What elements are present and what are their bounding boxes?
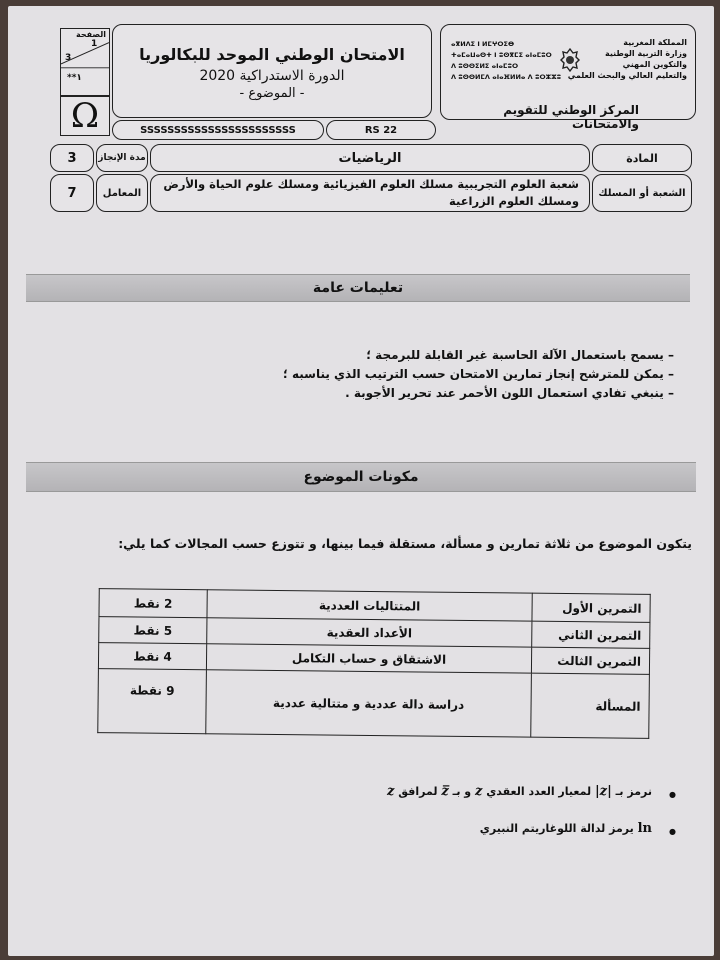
domain-cell: المتتاليات العددية [207, 590, 532, 621]
ministry-arabic: المملكة المغربية وزارة التربية الوطنية والتكوين المهني والتعليم العالي والبحث العلمي [567, 38, 687, 80]
duration-label: مدة الإنجاز [96, 144, 148, 172]
instruction-item: – يمكن للمترشح إنجاز تمارين الامتحان حسب الترتيب الذي يناسبه ؛ [154, 365, 674, 384]
branch-line-1: شعبة العلوم التجريبية مسلك العلوم الفيزيائية ومسلك علوم الحياة والأرض [163, 177, 579, 191]
points-cell: 9 نقطة [98, 669, 207, 734]
exam-mark: **١ [67, 73, 82, 83]
components-header: مكونات الموضوع [26, 462, 696, 492]
instructions-header: تعليمات عامة [26, 274, 690, 302]
domain-cell: الأعداد العقدية [207, 618, 532, 647]
notation-notes [74, 784, 674, 858]
exercise-cell: المسألة [531, 673, 650, 738]
coef-value: 7 [50, 174, 94, 212]
branch-value [150, 174, 590, 212]
duration-value: 3 [50, 144, 94, 172]
instructions-list [154, 346, 674, 403]
doc-type: - الموضوع - [239, 86, 305, 101]
domain-cell: الاشتقاق و حساب التكامل [206, 644, 531, 673]
omega-logo: Ω [60, 96, 110, 136]
page-total: 3 [65, 53, 72, 63]
page-number: 1 [91, 39, 98, 49]
center-name: المركز الوطني للتقويم والامتحانات [503, 103, 639, 131]
subject-value: الرياضيات [150, 144, 590, 172]
instruction-item: – يسمح باستعمال الآلة الحاسبة غير القابلة للبرمجة ؛ [154, 346, 674, 365]
exercise-cell: التمرين الأول [532, 593, 650, 622]
exam-code: SSSSSSSSSSSSSSSSSSSSSSS [112, 120, 324, 140]
instruction-item: – ينبغي تفادي استعمال اللون الأحمر عند تحرير الأجوبة . [154, 384, 674, 403]
page-label: الصفحة [75, 30, 106, 39]
note-item: ● ln يرمز لدالة اللوغاريتم النبيري [74, 821, 674, 836]
modulus-symbol: |z| [594, 784, 612, 799]
exam-title: الامتحان الوطني الموحد للبكالوريا [139, 45, 405, 64]
distribution-table [97, 588, 650, 739]
exam-title-box [112, 24, 432, 118]
exam-ref: RS 22 [326, 120, 436, 140]
components-intro: يتكون الموضوع من ثلاثة تمارين و مسألة، مستقلة فيما بينها، و تتوزع حسب المجالات كما يلي: [118, 536, 692, 551]
branch-label: الشعبة أو المسلك [592, 174, 692, 212]
exercise-cell: التمرين الثاني [532, 621, 650, 648]
points-cell: 2 نقط [99, 589, 207, 618]
exam-session: الدورة الاستدراكية 2020 [199, 68, 345, 84]
table-row [98, 669, 650, 739]
note-item: ● نرمز بـ |z| لمعيار العدد العقدي z و بـ z̅ لمرافق z [74, 784, 674, 799]
points-cell: 5 نقط [99, 617, 207, 644]
exam-page [8, 6, 714, 956]
coef-label: المعامل [96, 174, 148, 212]
page-number-box [60, 28, 110, 96]
ministry-tifinagh: ⴰⴳⵍⴷⵉ ⵏ ⵍⵎⵖⵔⵉⴱ ⵜⴰⵎⴰⵡⴰⵙⵜ ⵏ ⵓⵙⴳⵎⵉ ⴰⵏⴰⵎⵓⵔ ⴷ ⵓⵙⵙⵉⵍⵉ ⴰⵏⴰⵎⵓⵔ ⴷ ⵓⵙⵙⵍⵎⴷ ⴰⵏⴰⴼⵍⵍⴰ ⴷ ⵓⵔⵣⵣⵓ [451, 40, 562, 81]
ministry-box [440, 24, 696, 131]
points-cell: 4 نقط [98, 643, 206, 670]
subject-label: المادة [592, 144, 692, 172]
conjugate-symbol: z̅ [441, 784, 449, 799]
ln-symbol: ln [637, 821, 652, 836]
exercise-cell: التمرين الثالث [531, 647, 649, 674]
domain-cell: دراسة دالة عددية و متتالية عددية [206, 670, 532, 737]
branch-line-2: ومسلك العلوم الزراعية [449, 194, 579, 208]
